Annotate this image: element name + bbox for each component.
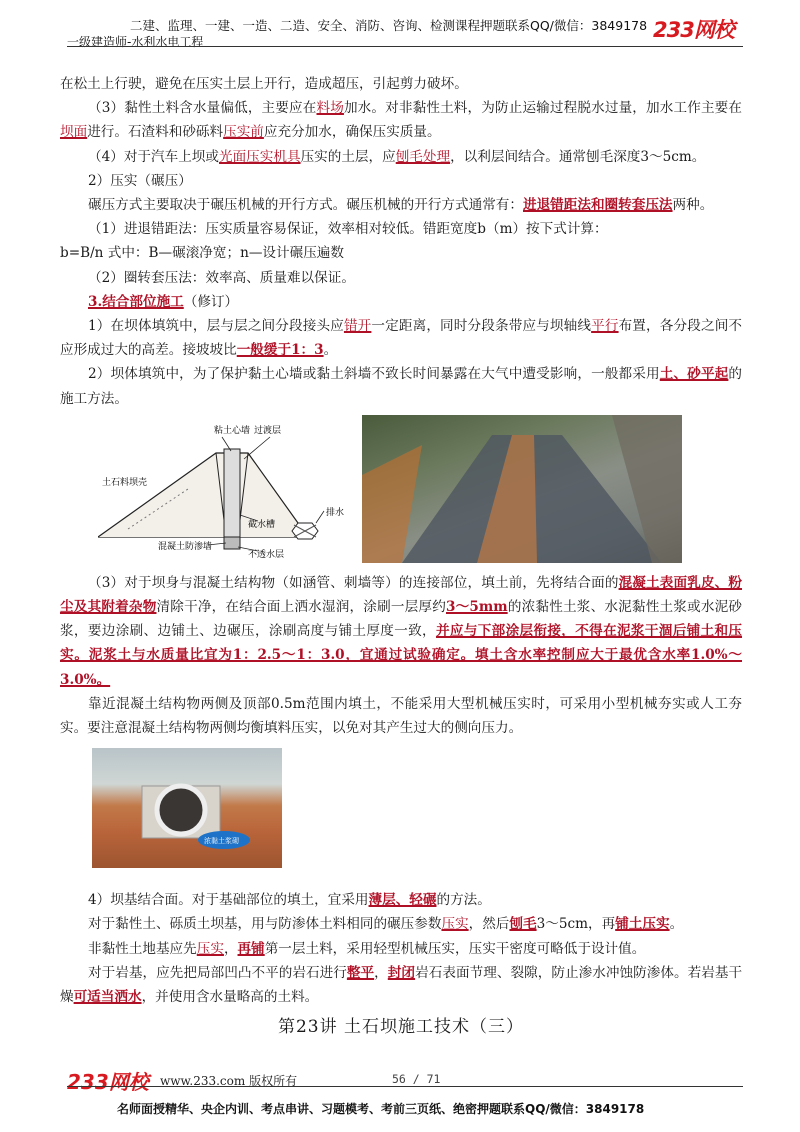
formula-line: b=B/n 式中：B—碾滚净宽；n—设计碾压遍数 bbox=[60, 245, 344, 262]
page-number: 56 / 71 bbox=[392, 1072, 441, 1086]
label-shell: 土石料坝壳 bbox=[102, 477, 148, 488]
section-heading: 3.结合部位施工（修订） bbox=[88, 293, 239, 310]
construction-photo bbox=[362, 415, 682, 563]
label-cutoff: 截水槽 bbox=[248, 519, 276, 530]
header-subject: 一级建造师-水利水电工程 bbox=[67, 35, 204, 49]
label-core-wall: 粘土心墙 bbox=[214, 425, 251, 436]
footer-divider bbox=[67, 1086, 743, 1087]
figure-row bbox=[60, 415, 742, 565]
figure-row bbox=[60, 748, 742, 876]
header-contact-line: 二建、监理、一建、一造、二造、安全、消防、咨询、检测课程押题联系QQ/微信：3849178 bbox=[130, 18, 648, 33]
footer-site: www.233.com 版权所有 bbox=[160, 1074, 298, 1088]
paragraph: 对于黏性土、砾质土坝基，用与防渗体土料相同的碾压参数压实，然后刨毛3～5cm，再铺土压实。 bbox=[88, 916, 684, 933]
label-transition: 过渡层 bbox=[254, 425, 282, 436]
paragraph: 碾压方式主要取决于碾压机械的开行方式。碾压机械的开行方式通常有：进退错距法和圈转套压法两种。 bbox=[88, 197, 714, 214]
paragraph: 在松土上行驶，避免在压实土层上开行，造成超压，引起剪力破坏。 bbox=[60, 76, 468, 92]
header-divider bbox=[67, 46, 743, 47]
brand-logo: 233网校 bbox=[653, 18, 734, 42]
paragraph: 靠近混凝土结构物两侧及顶部0.5m范围内填土，不能采用大型机械压实时，可采用小型机械夯实或人工夯实。要注意混凝土结构物两侧均衡填料压实，以免对其产生过大的侧向压力。 bbox=[60, 695, 742, 737]
paragraph: （3）黏性土料含水量偏低，主要应在料场加水。对非黏性土料，为防止运输过程脱水过量，加水工作主要在坝面进行。石渣料和砂砾料压实前应充分加水，确保压实质量。 bbox=[60, 100, 743, 141]
dam-cross-section-diagram bbox=[98, 419, 398, 559]
footer-logo: 233网校 bbox=[67, 1070, 149, 1094]
culvert-photo bbox=[92, 748, 282, 868]
paragraph: （1）进退错距法：压实质量容易保证，效率相对较低。错距宽度b（m）按下式计算： bbox=[88, 221, 608, 238]
label-impervious: 不透水层 bbox=[248, 549, 285, 559]
label-concrete-wall: 混凝土防渗墙 bbox=[158, 541, 213, 552]
paragraph: 4）坝基结合面。对于基础部位的填土，宜采用薄层、轻碾的方法。 bbox=[88, 892, 491, 909]
paragraph: （2）圈转套压法：效率高、质量难以保证。 bbox=[88, 269, 355, 286]
photo-label: 浓黏土浆砌 bbox=[204, 837, 239, 846]
label-drain: 排水 bbox=[326, 507, 345, 518]
section-title: 第23讲 土石坝施工技术（三） bbox=[277, 1017, 525, 1038]
paragraph: （4）对于汽车上坝或光面压实机具压实的土层，应刨毛处理，以利层间结合。通常刨毛深度3～5cm。 bbox=[88, 148, 706, 165]
subheading: 2）压实（碾压） bbox=[88, 172, 192, 189]
page-body bbox=[60, 72, 742, 1039]
paragraph: 1）在坝体填筑中，层与层之间分段接头应错开一定距离，同时分段条带应与坝轴线平行布置，各分段之间不应形成过大的高差。接坡坡比一般缓于1：3。 bbox=[60, 318, 743, 359]
paragraph: 2）坝体填筑中，为了保护黏土心墙或黏土斜墙不致长时间暴露在大气中遭受影响，一般都采用土、砂平起的施工方法。 bbox=[60, 366, 742, 407]
footer-contact-line: 名师面授精华、央企内训、考点串讲、习题模考、考前三页纸、绝密押题联系QQ/微信：3849178 bbox=[117, 1102, 645, 1116]
paragraph: （3）对于坝身与混凝土结构物（如涵管、刺墙等）的连接部位，填土前，先将结合面的混凝土表面乳皮、粉尘及其附着杂物清除干净，在结合面上洒水湿润，涂刷一层厚约3～5mm的浓黏性土浆、水泥黏性土浆或水泥砂浆，要边涂刷、边铺土、边碾压，涂刷高度与铺土厚度一致，并应与下部涂层衔接，不得在泥浆干涸后铺土和压实。泥浆土与水质量比宜为1：2.5～1：3.0，宜通过试验确定。填土含水率控制应大于最优含水率1.0%～3.0%。 bbox=[60, 574, 743, 688]
paragraph: 对于岩基，应先把局部凹凸不平的岩石进行整平，封闭岩石表面节理、裂隙，防止渗水冲蚀防渗体。若岩基干燥可适当洒水，并使用含水量略高的土料。 bbox=[60, 964, 743, 1006]
paragraph: 非黏性土地基应先压实，再铺第一层土料，采用轻型机械压实，压实干密度可略低于设计值。 bbox=[88, 940, 646, 957]
